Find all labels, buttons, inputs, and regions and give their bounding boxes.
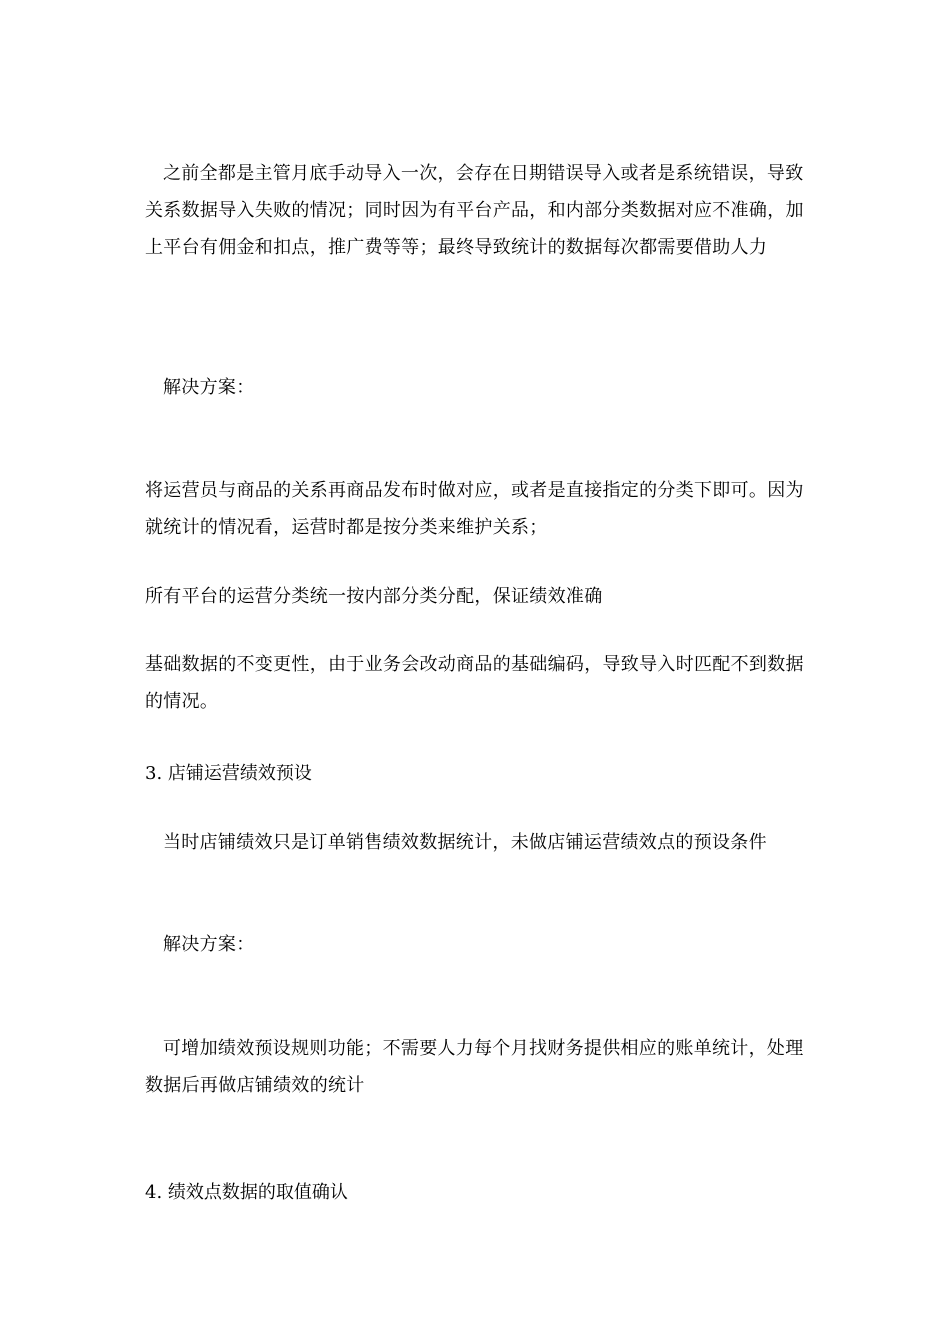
paragraph-platform-category: 所有平台的运营分类统一按内部分类分配，保证绩效准确 [145,586,603,607]
section-heading-3: 3. 店铺运营绩效预设 [145,763,312,784]
paragraph-solution-mapping: 将运营员与商品的关系再商品发布时做对应，或者是直接指定的分类下即可。因为就统计的情况看，运营时都是按分类来维护关系； [145,480,804,538]
paragraph-preset-rules: 可增加绩效预设规则功能；不需要人力每个月找财务提供相应的账单统计，处理数据后再做店铺绩效的统计 [145,1038,804,1096]
paragraph-base-data: 基础数据的不变更性，由于业务会改动商品的基础编码，导致导入时匹配不到数据的情况。 [145,654,804,712]
solution-label-1: 解决方案： [163,377,255,398]
section-heading-4: 4. 绩效点数据的取值确认 [145,1182,348,1203]
paragraph-store-performance: 当时店铺绩效只是订单销售绩效数据统计，未做店铺运营绩效点的预设条件 [163,832,767,853]
paragraph-background-problem: 之前全都是主管月底手动导入一次，会存在日期错误导入或者是系统错误，导致关系数据导入失败的情况；同时因为有平台产品，和内部分类数据对应不准确，加上平台有佣金和扣点，推广费等等；最终导致统计的数据每次都需要借助人力 [145,163,804,258]
solution-label-2: 解决方案： [163,934,255,955]
